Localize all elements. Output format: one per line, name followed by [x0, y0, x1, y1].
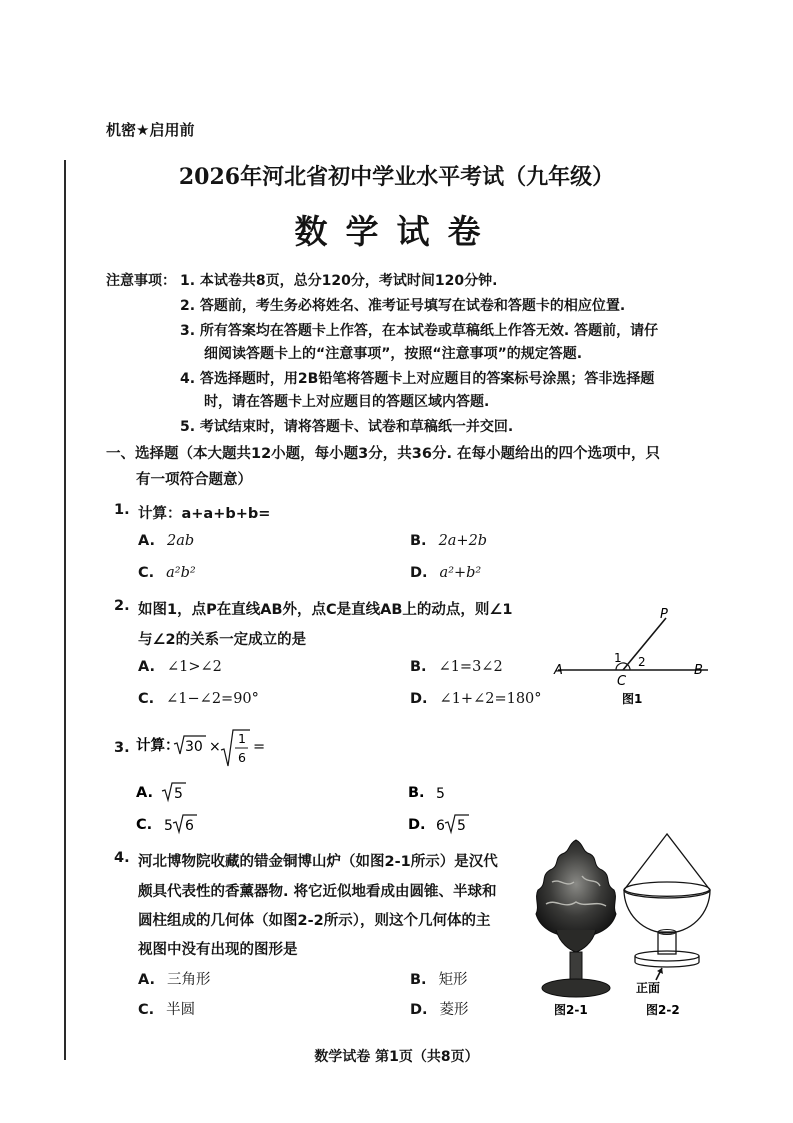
times-sign: × — [209, 739, 221, 755]
figure-2-2-caption: 图2-2 — [646, 1003, 680, 1017]
exam-title: 2026年河北省初中学业水平考试（九年级） — [178, 164, 615, 190]
section-heading: 一、选择题（本大题共12小题，每小题3分，共36分. 在每小题给出的四个选项中，只 — [106, 446, 660, 462]
q2-number: 2. — [114, 598, 130, 614]
q3-stem-prefix: 计算： — [136, 738, 180, 754]
q3-option-b — [408, 778, 528, 804]
label-angle-1: 1 — [614, 651, 622, 665]
censer-cup — [556, 930, 596, 952]
q3-frac-den: 6 — [238, 750, 246, 765]
q1-option-c: C. a²b² — [138, 565, 196, 581]
svg-text:5: 5 — [164, 818, 173, 834]
q4-option-d: D. 菱形 — [410, 1002, 469, 1018]
q2-stem-line2: 与∠2的关系一定成立的是 — [138, 632, 307, 648]
q4-stem-line3: 圆柱组成的几何体（如图2-2所示），则这个几何体的主 — [138, 913, 491, 929]
svg-text:C.: C. — [136, 817, 153, 833]
q1-stem: 计算：a+a+b+b= — [138, 506, 271, 522]
page-footer: 数学试卷 第1页（共8页） — [314, 1049, 479, 1065]
svg-text:D.: D. — [408, 817, 426, 833]
svg-text:B.: B. — [408, 785, 425, 801]
q3-stem — [136, 728, 276, 770]
q4-option-b: B. 矩形 — [410, 972, 468, 988]
cone-base-ellipse — [624, 882, 710, 898]
q4-option-c: C. 半圆 — [138, 1002, 196, 1018]
note-item-4: 4. 答选择题时，用2B铅笔将答题卡上对应题目的答案标号涂黑；答非选择题 — [180, 371, 655, 387]
label-a: A — [554, 663, 563, 678]
note-item-5: 5. 考试结束时，请将答题卡、试卷和草稿纸一并交回. — [180, 419, 514, 435]
note-item-3-cont: 细阅读答题卡上的“注意事项”，按照“注意事项”的规定答题. — [204, 346, 583, 362]
note-item-4-cont: 时，请在答题卡上对应题目的答题区域内答题. — [204, 394, 490, 410]
cylinder-base-top — [635, 951, 699, 961]
binding-line — [64, 160, 66, 1060]
note-item-1: 1. 本试卷共8页，总分120分，考试时间120分钟. — [180, 273, 498, 289]
q3-option-a — [136, 778, 256, 804]
note-item-3: 3. 所有答案均在答题卡上作答，在本试卷或草稿纸上作答无效. 答题前，请仔 — [180, 323, 659, 339]
q2-stem-line1: 如图1，点P在直线AB外，点C是直线AB上的动点，则∠1 — [138, 602, 513, 618]
q4-option-a: A. 三角形 — [138, 972, 211, 988]
q3-option-c — [136, 810, 256, 836]
q4-stem-line1: 河北博物院收藏的错金铜博山炉（如图2-1所示）是汉代 — [138, 854, 498, 870]
q4-number: 4. — [114, 850, 130, 866]
svg-text:5: 5 — [174, 786, 183, 802]
q1-option-b: B. 2a+2b — [410, 533, 488, 549]
svg-text:6: 6 — [436, 818, 445, 834]
figure-1 — [548, 602, 718, 712]
secret-mark: 机密★启用前 — [106, 121, 195, 139]
section-heading-cont: 有一项符合题意） — [136, 472, 252, 488]
svg-text:A.: A. — [136, 785, 153, 801]
q4-stem-line2: 颇具代表性的香薰器物. 将它近似地看成由圆锥、半球和 — [138, 884, 497, 900]
q1-option-d: D. a²+b² — [410, 565, 482, 581]
q1-number: 1. — [114, 502, 130, 518]
figure-2-2 — [616, 828, 726, 1022]
q3-radicand-1: 30 — [185, 739, 203, 755]
label-c: C — [617, 674, 627, 689]
svg-text:6: 6 — [185, 818, 194, 834]
subject-title: 数学试卷 — [294, 212, 499, 251]
q3-option-d — [408, 810, 528, 836]
q3-frac-num: 1 — [238, 731, 246, 746]
notes-label: 注意事项： — [106, 273, 176, 289]
figure-2-1 — [526, 832, 626, 1022]
q2-option-b: B. ∠1=3∠2 — [410, 659, 503, 675]
svg-text:5: 5 — [457, 818, 466, 834]
label-p: P — [660, 607, 668, 622]
note-item-2: 2. 答题前，考生务必将姓名、准考证号填写在试卷和答题卡的相应位置. — [180, 298, 626, 314]
q3-stem-suffix: = — [253, 739, 266, 755]
label-b: B — [694, 663, 703, 678]
q2-option-a: A. ∠1>∠2 — [138, 659, 222, 675]
q3-number: 3. — [114, 740, 130, 756]
svg-text:5: 5 — [436, 786, 445, 802]
censer-base — [542, 979, 610, 997]
label-angle-2: 2 — [638, 655, 646, 669]
front-label: 正面 — [636, 981, 661, 995]
figure-1-caption: 图1 — [622, 692, 643, 706]
figure-2-1-caption: 图2-1 — [554, 1003, 588, 1017]
censer-stem — [570, 952, 582, 982]
q1-option-a: A. 2ab — [138, 533, 195, 549]
angle-2-arc — [628, 665, 631, 670]
censer-body — [536, 840, 616, 938]
q2-option-c: C. ∠1−∠2=90° — [138, 691, 259, 707]
cone — [624, 834, 710, 896]
q4-stem-line4: 视图中没有出现的图形是 — [138, 942, 298, 958]
q2-option-d: D. ∠1+∠2=180° — [410, 691, 542, 707]
